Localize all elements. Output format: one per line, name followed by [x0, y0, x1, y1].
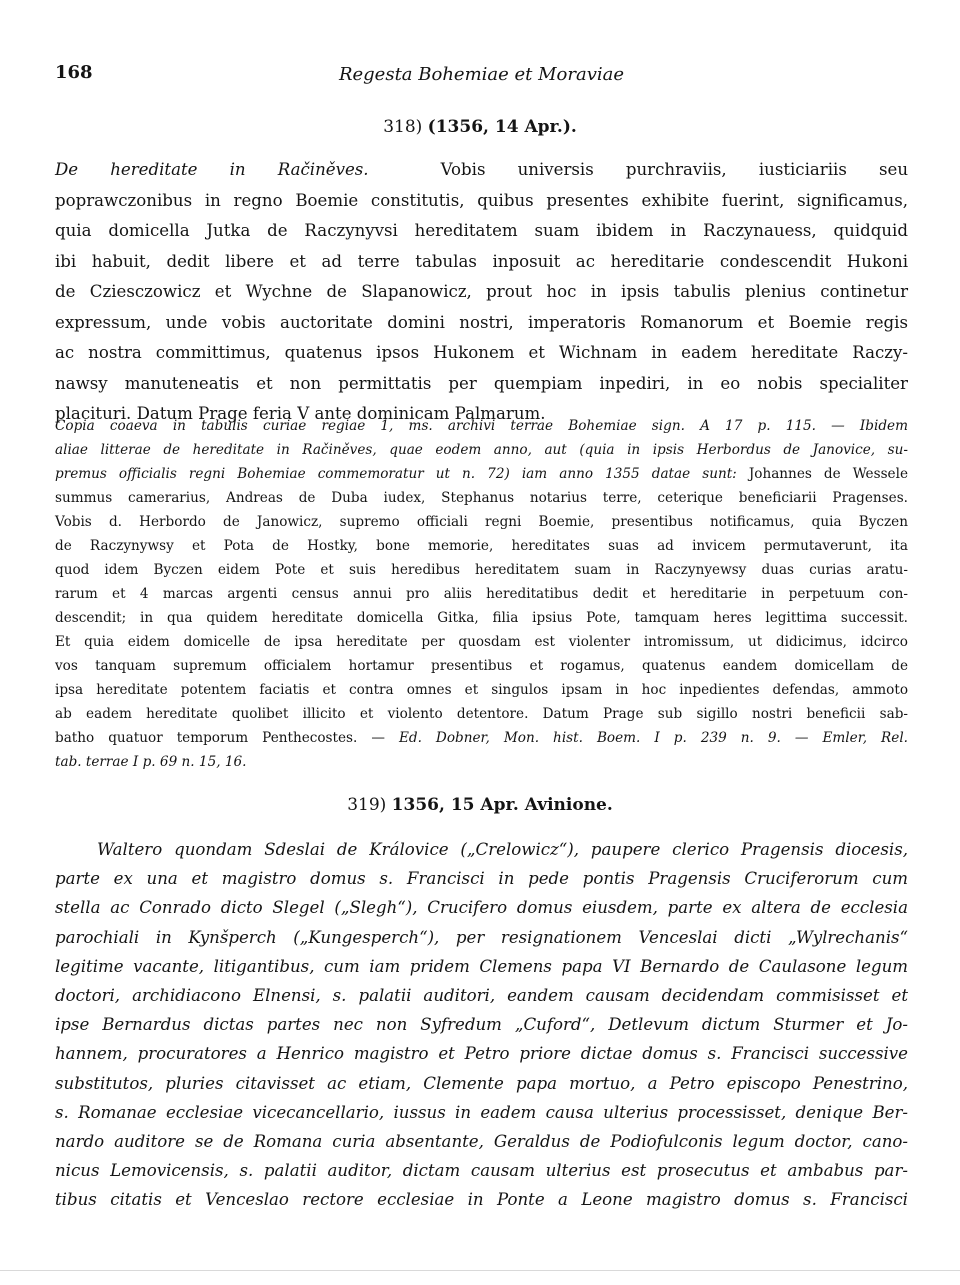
- entry-319-line: ipse Bernardus dictas partes nec non Syfredum „Cuford“, Detlevum dictum Sturmer et Jo-: [55, 1015, 908, 1035]
- note-line: quod idem Byczen eidem Pote et suis heredibus hereditatem suam in Raczynyewsy duas curias aratu-: [55, 562, 908, 578]
- entry-319-line: stella ac Conrado dicto Slegel („Slegh“), Crucifero domus eiusdem, parte ex altera de ecclesia: [55, 898, 908, 918]
- note-line: Vobis d. Herbordo de Janowicz, supremo officiali regni Boemie, presentibus notificamus, quia Byczen: [55, 514, 908, 530]
- entry-318-heading: De hereditate in Račiněves.: [55, 160, 369, 179]
- entry-318-line: quia domicella Jutka de Raczynyvsi hereditatem suam ibidem in Raczynauess, quidquid: [55, 221, 908, 240]
- note-line: ipsa hereditate potentem faciatis et contra omnes et singulos ipsam in hoc inpedientes defendas, ammoto: [55, 682, 908, 698]
- note-line: batho quatuor temporum Penthecostes. — Ed. Dobner, Mon. hist. Boem. I p. 239 n. 9. — Emler, Rel.: [55, 730, 908, 746]
- entry-319-date-place: 1356, 15 Apr. Avinione.: [391, 795, 613, 815]
- running-title: Regesta Bohemiae et Moraviae: [338, 64, 625, 85]
- note-line: premus officialis regni Bohemiae commemoratur ut n. 72) iam anno 1355 datae sunt: Johannes de Wessele: [55, 466, 908, 482]
- entry-318-line: expressum, unde vobis auctoritate domini nostri, imperatoris Romanorum et Boemie regis: [55, 312, 908, 332]
- entry-319-number: 319): [347, 795, 392, 815]
- note-line: Et quia eidem domicelle de ipsa hereditate per quosdam est violenter intromissum, ut didicimus, idcirco: [55, 634, 908, 650]
- entry-319-line: nardo auditore se de Romana curia absentante, Geraldus de Podiofulconis legum doctor, cano-: [55, 1132, 908, 1152]
- entry-318-date: (1356, 14 Apr.).: [427, 117, 577, 137]
- entry-318-line: De hereditate in Račiněves. Vobis universis purchraviis, iusticiariis seu: [55, 160, 909, 179]
- entry-318-number: 318): [383, 117, 428, 137]
- page-number: 168: [55, 62, 93, 83]
- note-line: ab eadem hereditate quolibet illicito et violento detentore. Datum Prage sub sigillo nostri beneficii sab-: [55, 706, 908, 722]
- page-bottom-edge: [0, 1270, 960, 1271]
- note-line: vos tanquam supremum officialem hortamur presentibus et rogamus, quatenus eandem domicellam de: [55, 658, 908, 674]
- entry-319-line: nicus Lemovicensis, s. palatii auditor, dictam causam ulterius est prosecutus et ambabus par-: [55, 1161, 908, 1181]
- entry-318-line: placituri. Datum Prage feria V ante dominicam Palmarum.: [55, 404, 546, 423]
- entry-318-line: ibi habuit, dedit libere et ad terre tabulas inposuit ac hereditarie condescendit Hukoni: [55, 251, 908, 271]
- entry-319-line: Waltero quondam Sdeslai de Královice („Crelowicz“), paupere clerico Pragensis diocesis,: [97, 840, 908, 859]
- note-line: descendit; in qua quidem hereditate domicella Gitka, filia ipsius Pote, tamquam heres legittima successit.: [55, 610, 908, 626]
- entry-319-line: parochiali in Kynšperch („Kungesperch“), per resignationem Venceslai dicti „Wylrechanis“: [55, 927, 908, 947]
- entry-319-text: [55, 835, 908, 1215]
- entry-318-line: ac nostra committimus, quatenus ipsos Hukonem et Wichnam in eadem hereditate Raczy-: [55, 343, 908, 362]
- entry-319-line: doctori, archidiacono Elnensi, s. palatii auditori, eandem causam decidendam commisisset et: [55, 986, 908, 1006]
- note-line: rarum et 4 marcas argenti census annui pro aliis hereditatibus dedit et hereditarie in perpetuum con-: [55, 586, 908, 602]
- note-line: summus camerarius, Andreas de Duba iudex, Stephanus notarius terre, ceterique beneficiarii Pragenses.: [55, 490, 908, 506]
- entry-318-title: [0, 117, 960, 137]
- page-header: [55, 62, 908, 92]
- entry-319-line: tibus citatis et Venceslao rectore ecclesiae in Ponte a Leone magistro domus s. Francisci: [55, 1190, 908, 1210]
- note-line: aliae litterae de hereditate in Račiněves, quae eodem anno, aut (quia in ipsis Herbordus de Janovice, su-: [55, 442, 908, 458]
- note-line: de Raczynywsy et Pota de Hostky, bone memorie, hereditates suas ad invicem permutaverunt, ita: [55, 538, 908, 554]
- entry-319-title: [0, 795, 960, 815]
- entry-319-line: substitutos, pluries citavisset ac etiam, Clemente papa mortuo, a Petro episcopo Penestrino,: [55, 1073, 908, 1093]
- entry-319-line: parte ex una et magistro domus s. Francisci in pede pontis Pragensis Cruciferorum cum: [55, 869, 908, 889]
- note-line: Copia coaeva in tabulis curiae regiae 1, ms. archivi terrae Bohemiae sign. A 17 p. 115. — Ibidem: [55, 418, 908, 434]
- entry-318-line: poprawczonibus in regno Boemie constitutis, quibus presentes exhibite fuerint, significamus,: [55, 190, 908, 210]
- note-line: tab. terrae I p. 69 n. 15, 16.: [55, 754, 247, 770]
- entry-319-line: legitime vacante, litigantibus, cum iam pridem Clemens papa VI Bernardo de Caulasone legum: [55, 956, 908, 976]
- entry-318-note: [55, 414, 908, 774]
- entry-318-line: de Cziesczowicz et Wychne de Slapanowicz, prout hoc in ipsis tabulis plenius continetur: [55, 282, 908, 301]
- entry-319-line: hannem, procuratores a Henrico magistro et Petro priore dictae domus s. Francisci successive: [55, 1044, 908, 1064]
- entry-318-text: [55, 155, 908, 430]
- entry-318-line: nawsy manuteneatis et non permittatis per quempiam inpediri, in eo nobis specialiter: [55, 373, 908, 393]
- entry-319-line: s. Romanae ecclesiae vicecancellario, iussus in eadem causa ulterius processisset, denique Ber-: [55, 1102, 908, 1122]
